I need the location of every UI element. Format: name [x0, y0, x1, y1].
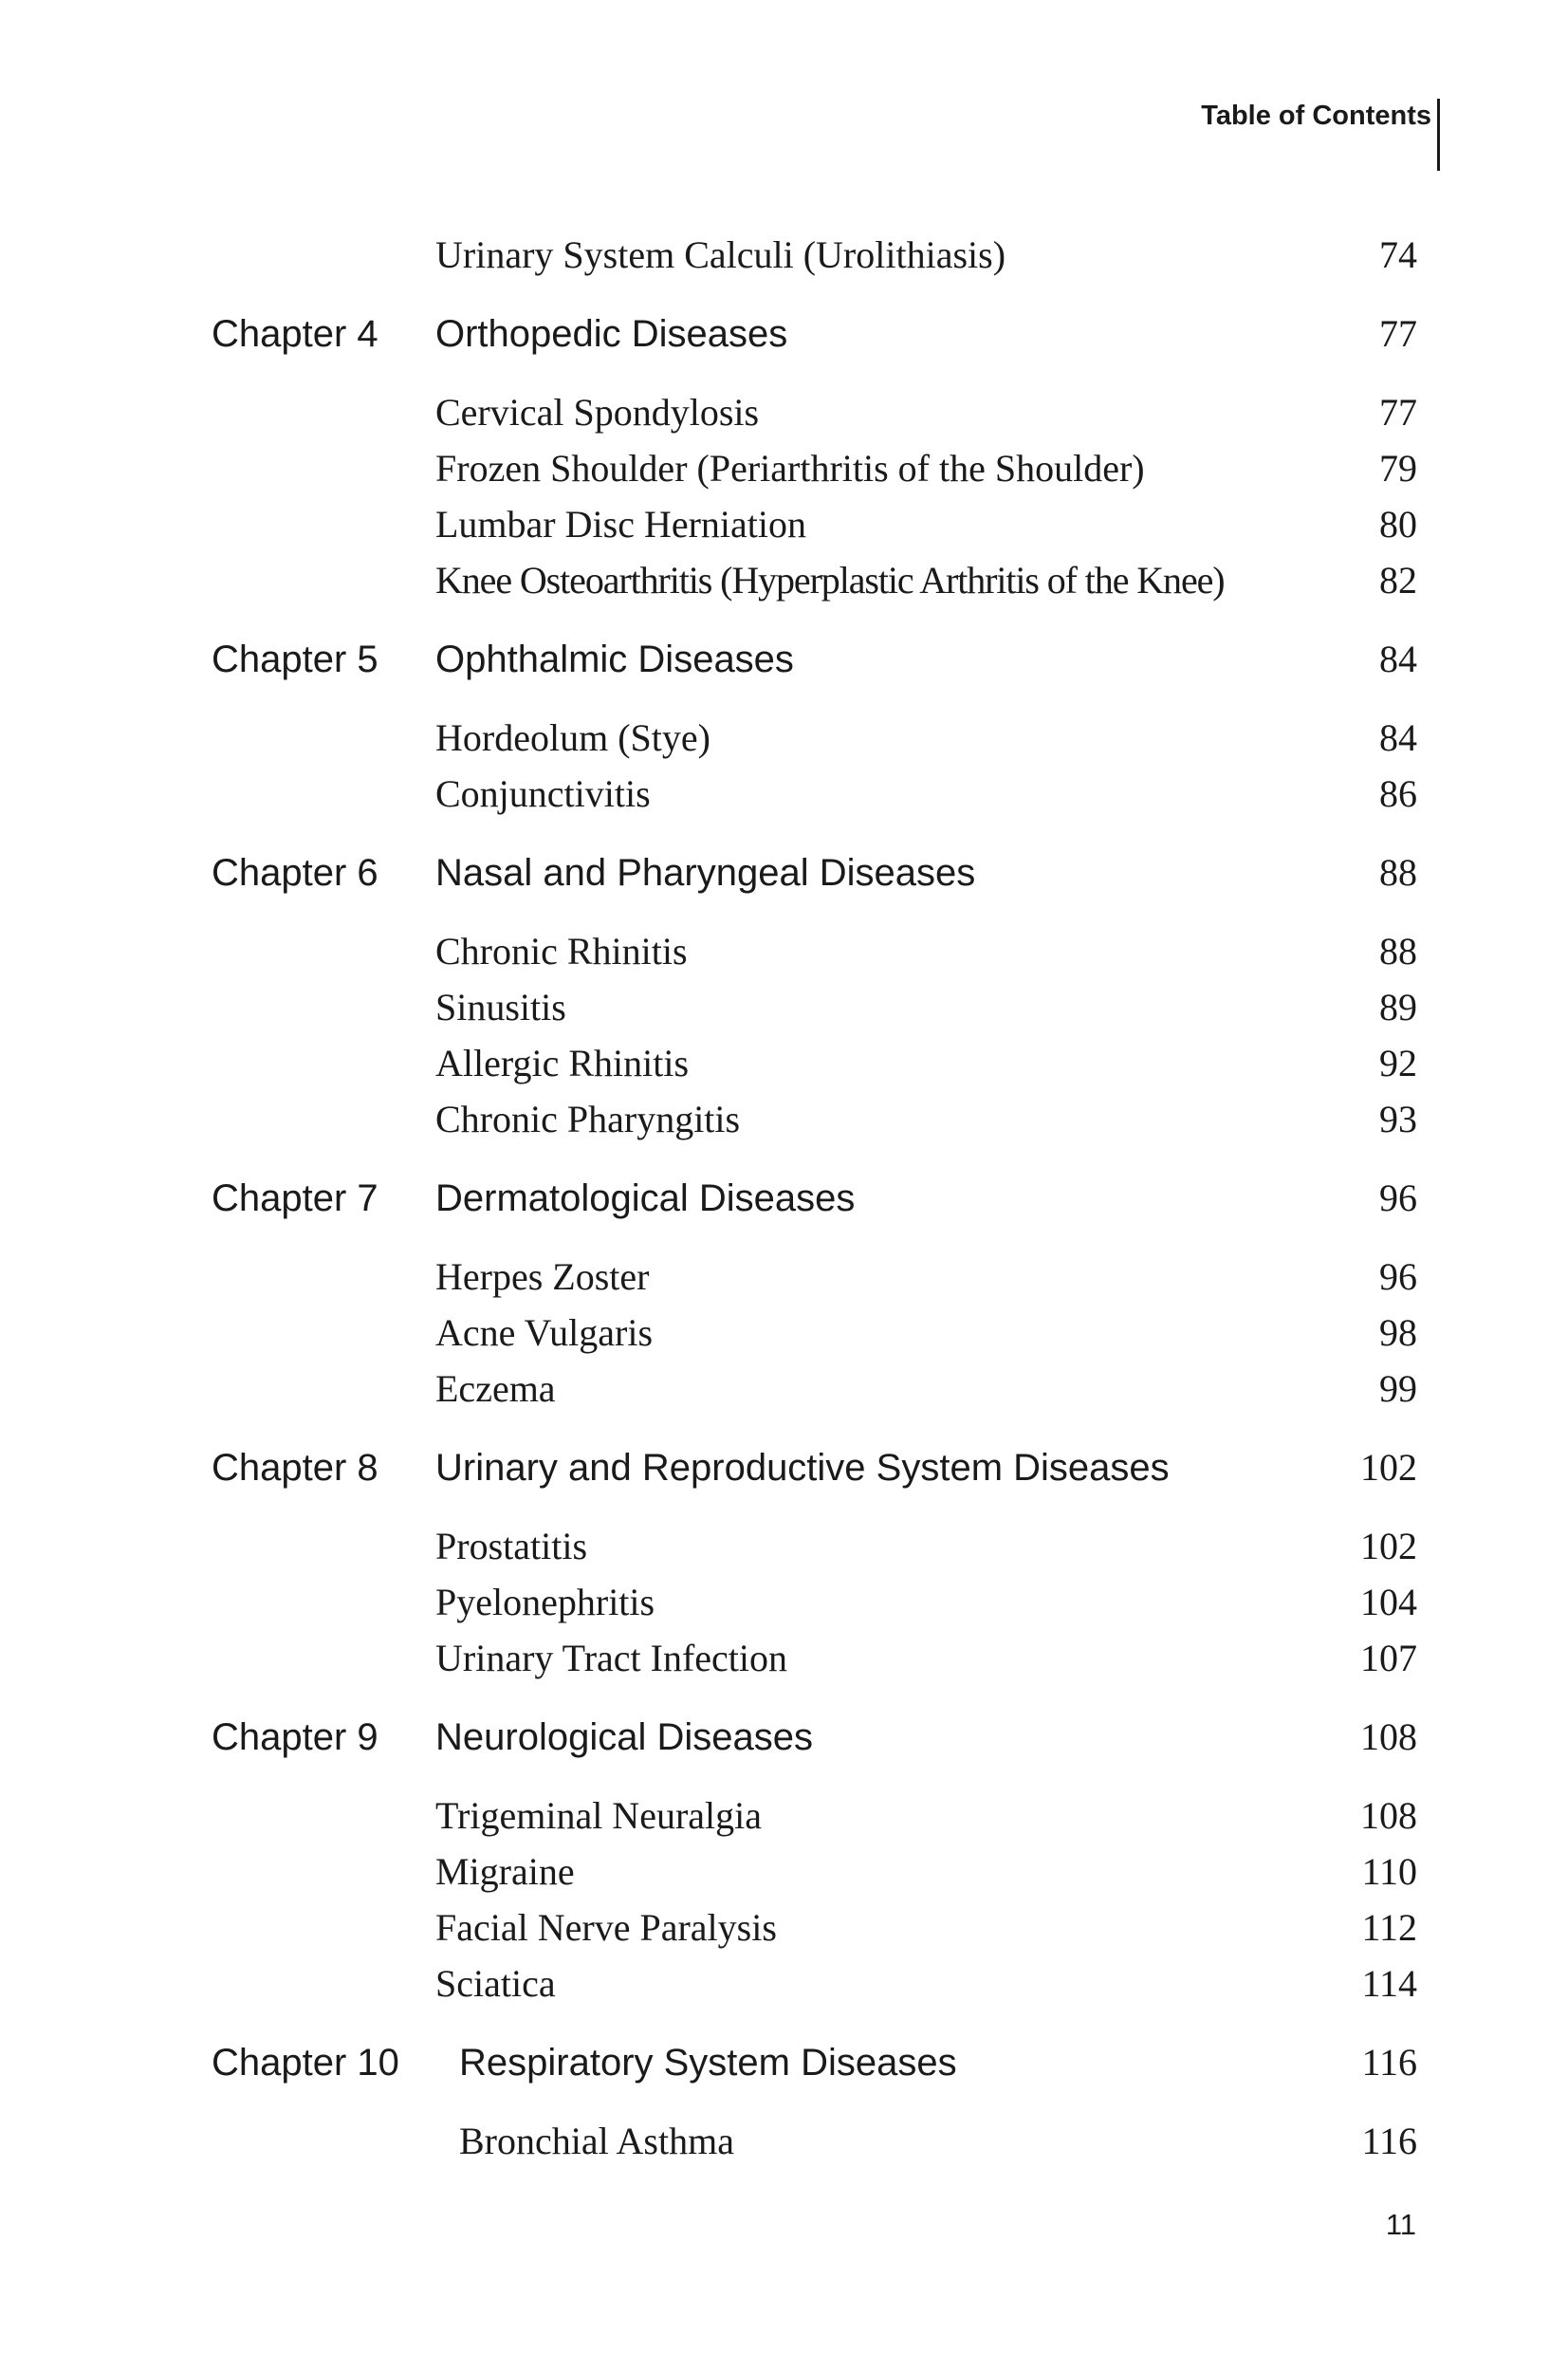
toc-page-number: 110 — [1361, 1850, 1417, 1893]
toc-page-number: 108 — [1360, 1794, 1417, 1837]
section-title: Conjunctivitis — [435, 772, 651, 815]
toc-section-row — [0, 1577, 1568, 1634]
section-title: Sinusitis — [435, 986, 566, 1028]
chapter-title: Ophthalmic Diseases — [435, 639, 794, 680]
toc-page-number: 82 — [1379, 559, 1417, 602]
chapter-number: Chapter 6 — [212, 852, 378, 894]
section-title: Migraine — [435, 1850, 575, 1893]
toc-page-number: 96 — [1379, 1255, 1417, 1298]
chapter-title: Neurological Diseases — [435, 1716, 813, 1758]
section-title: Chronic Rhinitis — [435, 930, 688, 973]
section-title: Knee Osteoarthritis (Hyperplastic Arthritis of the Knee) — [435, 559, 1225, 602]
section-title: Chronic Pharyngitis — [435, 1098, 741, 1140]
toc-section-row — [0, 1958, 1568, 2015]
section-title: Acne Vulgaris — [435, 1311, 654, 1354]
toc-page-number: 102 — [1360, 1446, 1417, 1489]
toc-page-number: 77 — [1379, 391, 1417, 434]
section-title: Facial Nerve Paralysis — [435, 1906, 777, 1949]
toc-section-row — [0, 769, 1568, 825]
toc-chapter-row — [0, 1712, 1568, 1769]
toc-page-number: 84 — [1379, 716, 1417, 759]
toc-page-number: 77 — [1379, 312, 1417, 355]
running-header: Table of Contents — [1201, 101, 1431, 131]
section-title: Eczema — [435, 1367, 556, 1410]
toc-page-number: 79 — [1379, 447, 1417, 490]
chapter-number: Chapter 9 — [212, 1716, 378, 1758]
toc-section-row — [0, 1251, 1568, 1308]
toc-page-number: 86 — [1379, 772, 1417, 815]
toc-section-row — [0, 1094, 1568, 1151]
toc-section-row — [0, 713, 1568, 769]
toc-page-number: 84 — [1379, 638, 1417, 680]
toc-page-number: 98 — [1379, 1311, 1417, 1354]
toc-section-row — [0, 387, 1568, 444]
toc-chapter-row — [0, 2037, 1568, 2094]
toc-page-number: 80 — [1379, 503, 1417, 546]
chapter-title: Dermatological Diseases — [435, 1177, 856, 1219]
section-title: Frozen Shoulder (Periarthritis of the Shoulder) — [435, 447, 1145, 490]
toc-section-row — [0, 1633, 1568, 1690]
chapter-title: Nasal and Pharyngeal Diseases — [435, 852, 976, 894]
toc-page-number: 112 — [1361, 1906, 1417, 1949]
toc-chapter-row — [0, 1173, 1568, 1230]
section-title: Trigeminal Neuralgia — [435, 1794, 763, 1837]
toc-page-number: 116 — [1361, 2041, 1417, 2084]
toc-page-number: 88 — [1379, 851, 1417, 894]
toc-page-number: 92 — [1379, 1042, 1417, 1084]
toc-chapter-row — [0, 308, 1568, 365]
section-title: Urinary System Calculi (Urolithiasis) — [435, 233, 1006, 276]
section-title: Sciatica — [435, 1962, 556, 2005]
toc-chapter-row — [0, 847, 1568, 904]
toc-section-row — [0, 555, 1568, 612]
chapter-title: Respiratory System Diseases — [459, 2042, 957, 2084]
toc-page-number: 93 — [1379, 1098, 1417, 1140]
chapter-number: Chapter 5 — [212, 639, 378, 680]
toc-section-row — [0, 1846, 1568, 1903]
toc-page-number: 114 — [1361, 1962, 1417, 2005]
toc-section-row — [0, 1363, 1568, 1420]
chapter-number: Chapter 10 — [212, 2042, 399, 2084]
section-title: Herpes Zoster — [435, 1255, 650, 1298]
toc-page-number: 108 — [1360, 1715, 1417, 1758]
section-title: Allergic Rhinitis — [435, 1042, 690, 1084]
section-title: Lumbar Disc Herniation — [435, 503, 806, 546]
chapter-title: Urinary and Reproductive System Diseases — [435, 1447, 1170, 1489]
section-title: Hordeolum (Stye) — [435, 716, 710, 759]
toc-section-row — [0, 1307, 1568, 1364]
chapter-number: Chapter 4 — [212, 313, 378, 355]
toc-chapter-row — [0, 634, 1568, 691]
toc-page-number: 116 — [1361, 2120, 1417, 2162]
toc-section-row — [0, 1521, 1568, 1578]
chapter-number: Chapter 8 — [212, 1447, 378, 1489]
toc-section-row — [0, 499, 1568, 556]
section-title: Pyelonephritis — [435, 1581, 655, 1623]
toc-page-number: 89 — [1379, 986, 1417, 1028]
toc-section-row — [0, 1790, 1568, 1847]
section-title: Cervical Spondylosis — [435, 391, 760, 434]
toc-section-row — [0, 230, 1568, 287]
toc-page-number: 102 — [1360, 1525, 1417, 1567]
toc-chapter-row — [0, 1442, 1568, 1499]
chapter-number: Chapter 7 — [212, 1177, 378, 1219]
toc-section-row — [0, 1902, 1568, 1959]
toc-page-number: 104 — [1360, 1581, 1417, 1623]
section-title: Bronchial Asthma — [459, 2120, 734, 2162]
chapter-title: Orthopedic Diseases — [435, 313, 788, 355]
toc-page-number: 107 — [1360, 1637, 1417, 1679]
section-title: Prostatitis — [435, 1525, 588, 1567]
toc-page-number: 74 — [1379, 233, 1417, 276]
toc-page-number: 96 — [1379, 1176, 1417, 1219]
toc-page-number: 99 — [1379, 1367, 1417, 1410]
section-title: Urinary Tract Infection — [435, 1637, 788, 1679]
toc-section-row — [0, 982, 1568, 1039]
toc-section-row — [0, 926, 1568, 983]
toc-section-row — [0, 2116, 1568, 2173]
toc-page-number: 88 — [1379, 930, 1417, 973]
toc-section-row — [0, 443, 1568, 500]
page-number: 11 — [1385, 2208, 1416, 2241]
toc-section-row — [0, 1038, 1568, 1095]
